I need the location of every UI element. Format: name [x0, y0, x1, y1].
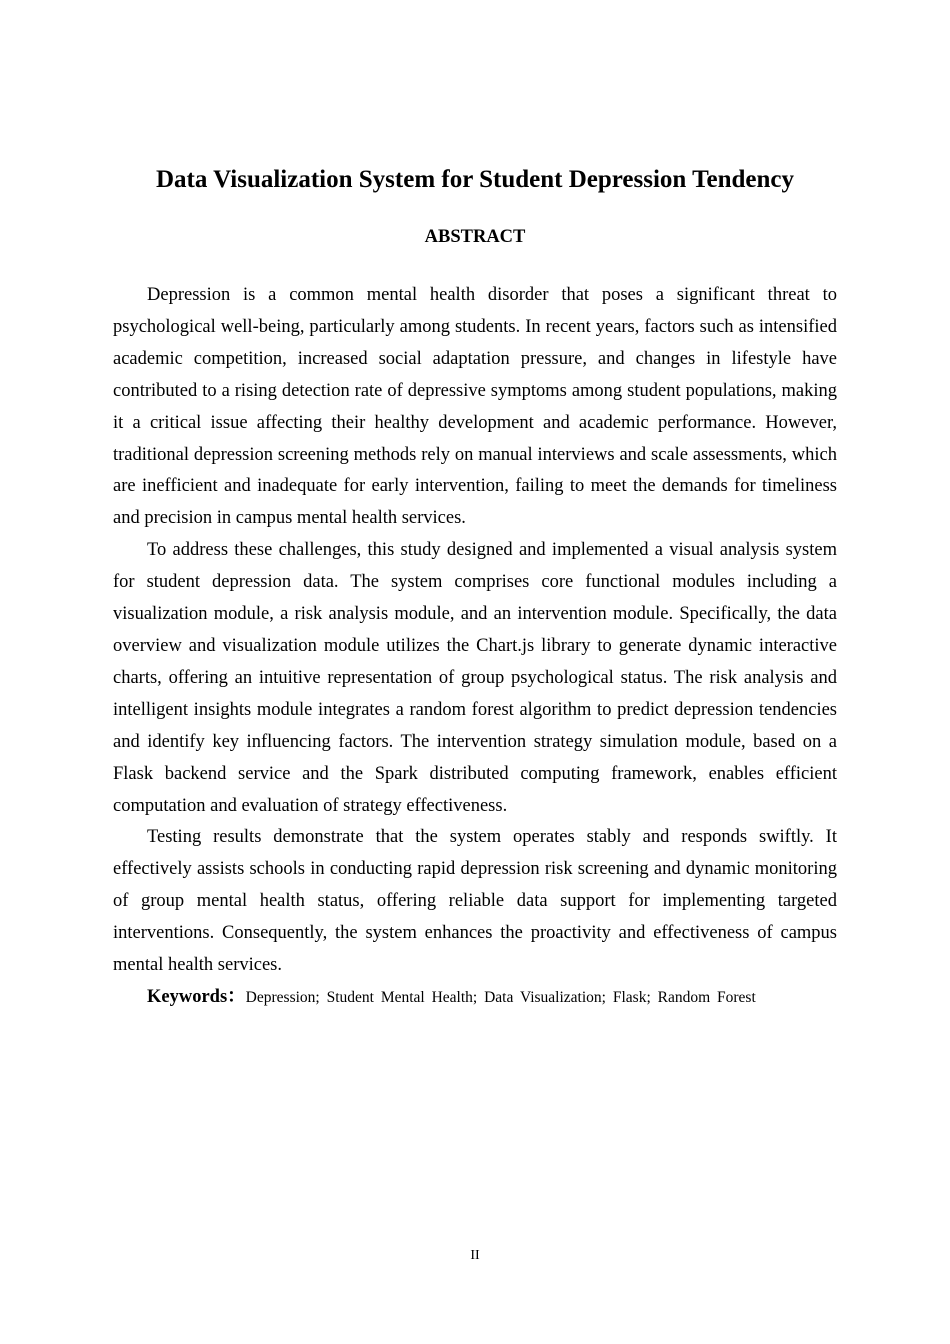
- abstract-paragraph: Testing results demonstrate that the system operates stably and responds swiftly. It effectively assists schools in conducting rapid depression risk screening and dynamic monitoring of group mental health status, offering reliable data support for implementing targeted interventions. Consequently, the system enhances the proactivity and effectiveness of campus mental health services.: [113, 827, 837, 976]
- keywords-text: Depression; Student Mental Health; Data Visualization; Flask; Random Forest: [245, 988, 756, 1006]
- abstract-paragraph: To address these challenges, this study designed and implemented a visual analysis system for student depression data. The system comprises core functional modules including a visualization module, a risk analysis module, and an intervention module. Specifically, the data overview and visualization module utilizes the Chart.js library to generate dynamic interactive charts, offering an intuitive representation of group psychological status. The risk analysis and intelligent insights module integrates a random forest algorithm to predict depression tendencies and identify key influencing factors. The intervention strategy simulation module, based on a Flask backend service and the Spark distributed computing framework, enables efficient computation and evaluation of strategy effectiveness.: [113, 540, 837, 816]
- abstract-heading: ABSTRACT: [424, 227, 526, 247]
- abstract-body: [113, 280, 837, 1014]
- keywords-label: Keywords：: [147, 986, 246, 1007]
- page-number: II: [470, 1248, 480, 1263]
- document-title: Data Visualization System for Student Depression Tendency: [155, 166, 795, 193]
- abstract-paragraph: Depression is a common mental health disorder that poses a significant threat to psychological well-being, particularly among students. In recent years, factors such as intensified academic competition, increased social adaptation pressure, and changes in lifestyle have contributed to a rising detection rate of depressive symptoms among student populations, making it a critical issue affecting their healthy development and academic performance. However, traditional depression screening methods rely on manual interviews and scale assessments, which are inefficient and inadequate for early intervention, failing to meet the demands for timeliness and precision in campus mental health services.: [113, 285, 837, 529]
- keywords-line: [113, 982, 837, 1014]
